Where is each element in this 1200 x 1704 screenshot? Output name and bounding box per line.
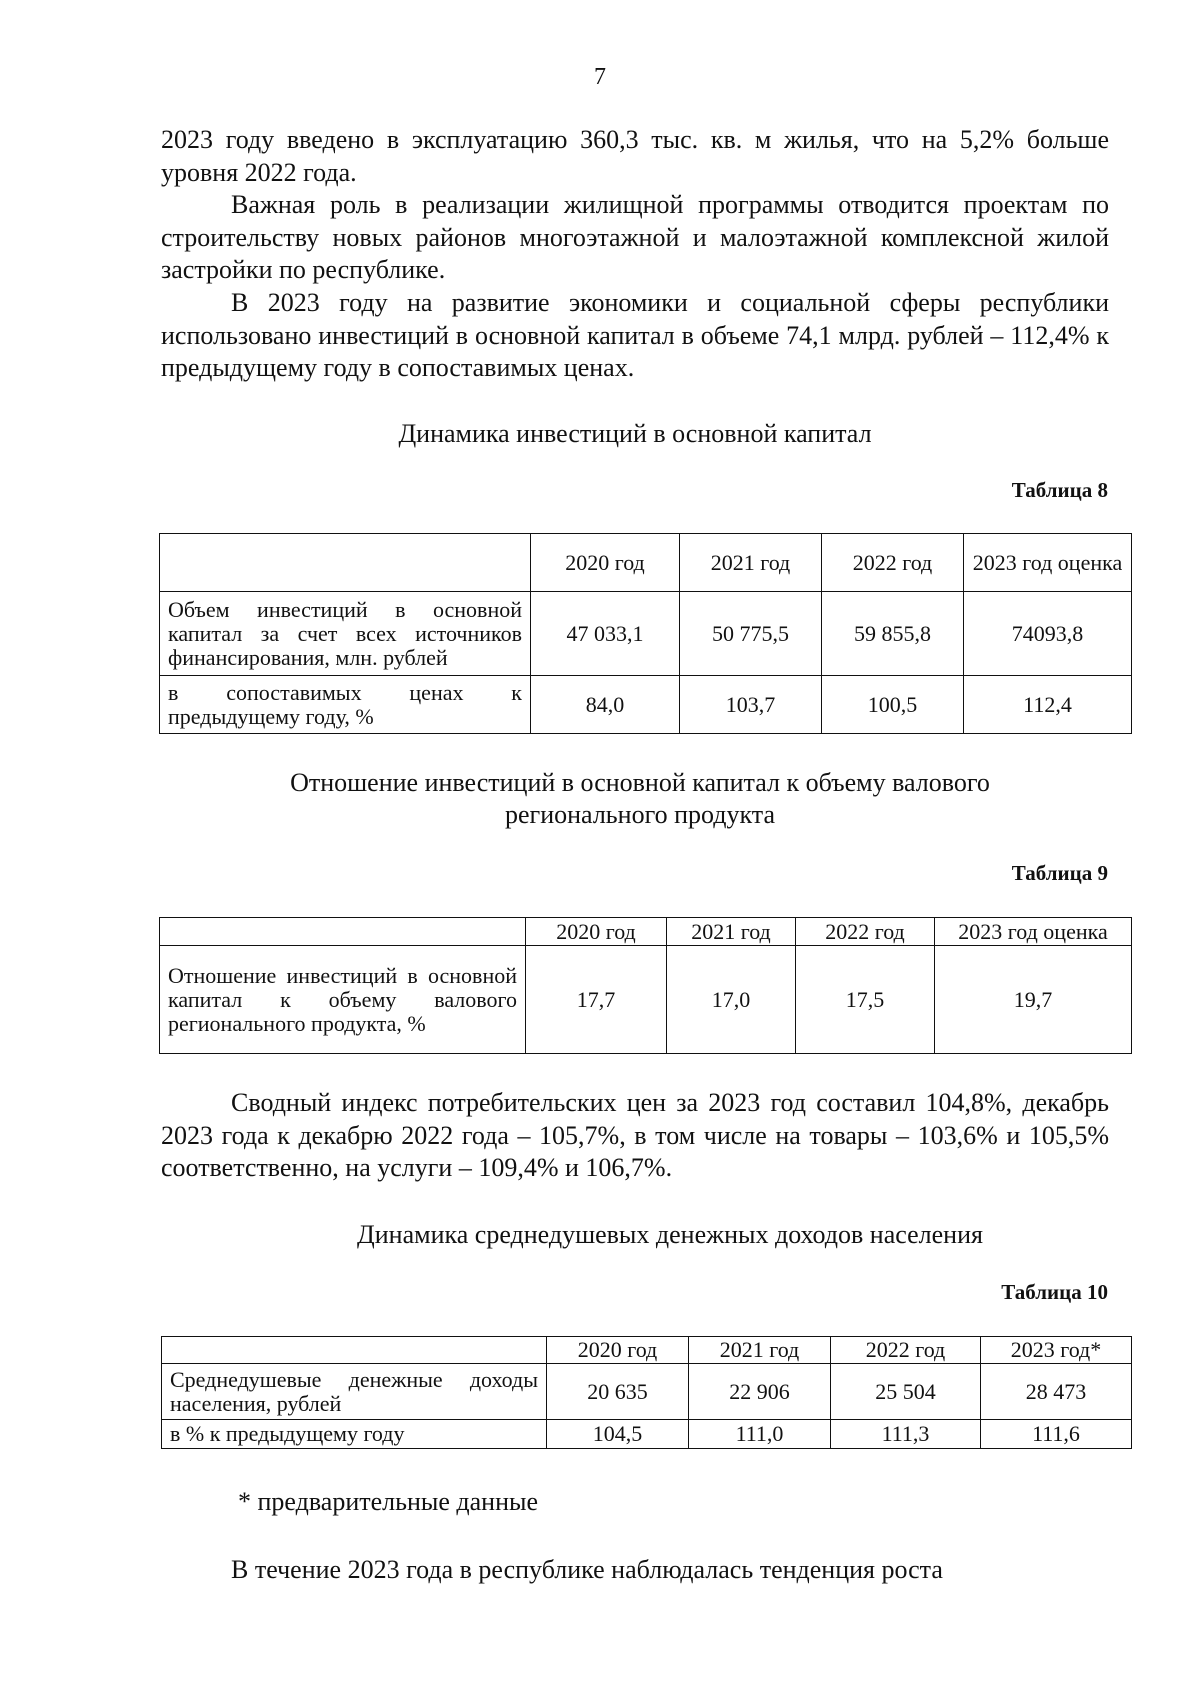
header-cell: 2023 год оценка xyxy=(935,918,1132,946)
table8-caption: Динамика инвестиций в основной капитал xyxy=(398,419,872,448)
table-cell: 112,4 xyxy=(964,676,1132,734)
table-cell: 84,0 xyxy=(531,676,680,734)
table10-caption: Динамика среднедушевых денежных доходов населения xyxy=(357,1220,983,1249)
header-cell: 2022 год xyxy=(822,534,964,592)
table9-caption: Отношение инвестиций в основной капитал к объему валового регионального продукта xyxy=(290,768,990,829)
table-cell: 17,7 xyxy=(526,946,667,1054)
table-9 xyxy=(159,917,1132,1054)
table-row xyxy=(160,592,1132,676)
table-cell: 104,5 xyxy=(547,1420,689,1449)
header-cell: 2020 год xyxy=(531,534,680,592)
table-row xyxy=(160,676,1132,734)
table-row xyxy=(162,1420,1132,1449)
table-cell: 74093,8 xyxy=(964,592,1132,676)
header-cell: 2020 год xyxy=(526,918,667,946)
paragraph-trend: В течение 2023 года в республике наблюдалась тенденция роста xyxy=(231,1555,943,1584)
page-number: 7 xyxy=(594,64,606,90)
header-cell: 2023 год оценка xyxy=(964,534,1132,592)
table9-label: Таблица 9 xyxy=(1011,861,1108,885)
row-label: Отношение инвестиций в основной капитал к объему валового регионального продукта, % xyxy=(160,946,526,1054)
table-cell: 50 775,5 xyxy=(680,592,822,676)
paragraph-housing: 2023 году введено в эксплуатацию 360,3 тыс. кв. м жилья, что на 5,2% больше уровня 2022 года. xyxy=(161,125,1109,187)
table-cell: 103,7 xyxy=(680,676,822,734)
table-cell: 17,5 xyxy=(796,946,935,1054)
header-cell: 2023 год* xyxy=(981,1337,1132,1364)
header-cell: 2022 год xyxy=(796,918,935,946)
header-cell: 2022 год xyxy=(831,1337,981,1364)
table-cell: 20 635 xyxy=(547,1364,689,1420)
table-cell: 111,0 xyxy=(689,1420,831,1449)
table-cell: 19,7 xyxy=(935,946,1132,1054)
table-header-row xyxy=(160,534,1132,592)
paragraph-housing-program: Важная роль в реализации жилищной программы отводится проектам по строительству новых районов многоэтажной и малоэтажной комплексной жилой застройки по республике. xyxy=(161,190,1109,284)
table-cell: 59 855,8 xyxy=(822,592,964,676)
header-cell xyxy=(160,918,526,946)
table-header-row xyxy=(162,1337,1132,1364)
table-cell: 25 504 xyxy=(831,1364,981,1420)
header-cell: 2020 год xyxy=(547,1337,689,1364)
header-cell: 2021 год xyxy=(680,534,822,592)
table-row xyxy=(160,946,1132,1054)
table-cell: 22 906 xyxy=(689,1364,831,1420)
paragraph-investments: В 2023 году на развитие экономики и социальной сферы республики использовано инвестиций в основной капитал в объеме 74,1 млрд. рублей – 112,4% к предыдущему году в сопоставимых ценах. xyxy=(161,288,1109,382)
row-label: Объем инвестиций в основной капитал за счет всех источников финансирования, млн. рублей xyxy=(160,592,531,676)
row-label: в сопоставимых ценах к предыдущему году, % xyxy=(160,676,531,734)
header-cell: 2021 год xyxy=(689,1337,831,1364)
table-cell: 47 033,1 xyxy=(531,592,680,676)
header-cell xyxy=(162,1337,547,1364)
table10-label: Таблица 10 xyxy=(1001,1280,1108,1304)
table-cell: 111,3 xyxy=(831,1420,981,1449)
table8-label: Таблица 8 xyxy=(1011,478,1108,502)
table-cell: 111,6 xyxy=(981,1420,1132,1449)
table-cell: 17,0 xyxy=(667,946,796,1054)
table-cell: 28 473 xyxy=(981,1364,1132,1420)
paragraph-cpi: Сводный индекс потребительских цен за 2023 год составил 104,8%, декабрь 2023 года к декабрю 2022 года – 105,7%, в том числе на товары – 103,6% и 105,5% соответственно, на услуги – 109,4% и 106,7%. xyxy=(161,1088,1109,1182)
row-label: Среднедушевые денежные доходы населения, рублей xyxy=(162,1364,547,1420)
footnote: * предварительные данные xyxy=(238,1487,538,1516)
header-cell xyxy=(160,534,531,592)
table-8 xyxy=(159,533,1132,734)
row-label: в % к предыдущему году xyxy=(162,1420,547,1449)
table-header-row xyxy=(160,918,1132,946)
table-cell: 100,5 xyxy=(822,676,964,734)
header-cell: 2021 год xyxy=(667,918,796,946)
table-10 xyxy=(161,1336,1132,1449)
table-row xyxy=(162,1364,1132,1420)
